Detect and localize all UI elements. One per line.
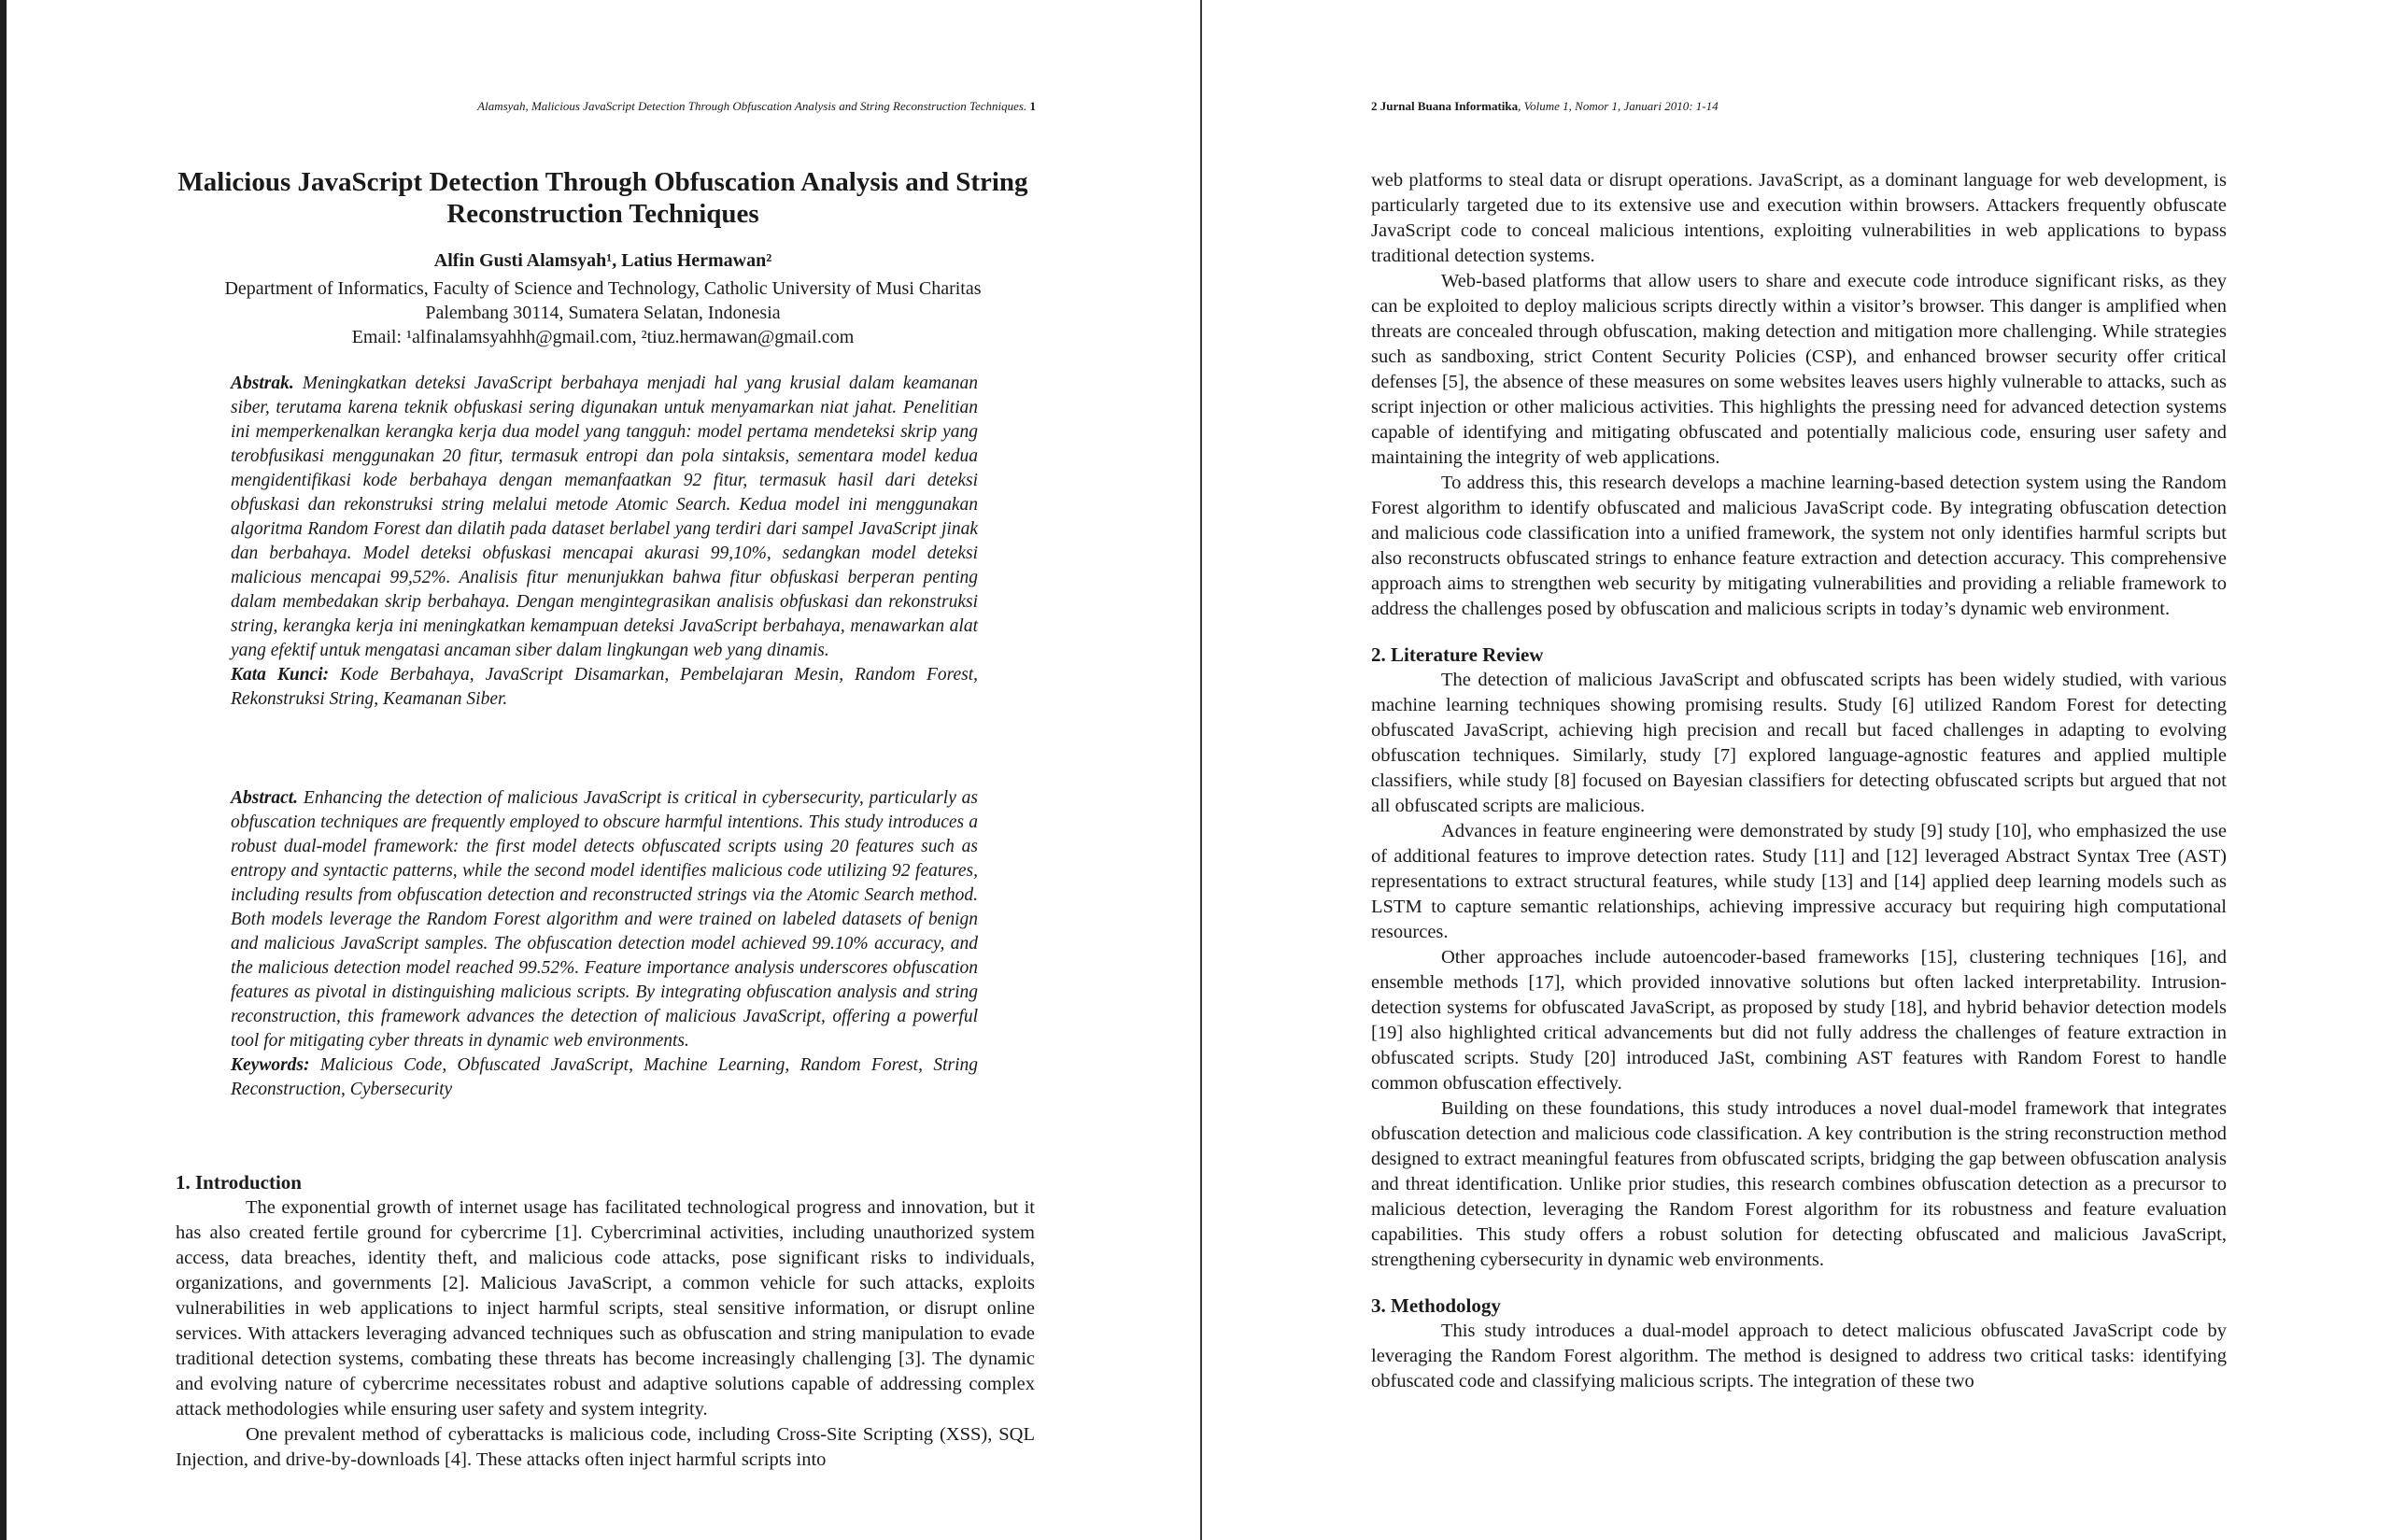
page-number: 2 bbox=[1371, 99, 1378, 113]
journal-details: , Volume 1, Nomor 1, Januari 2010: 1-14 bbox=[1518, 99, 1719, 113]
kata-kunci-paragraph bbox=[231, 663, 978, 712]
body-paragraph: web platforms to steal data or disrupt operations. JavaScript, as a dominant language for web development, is particularly targeted due to its extensive use and execution within browsers. Attackers frequently obfuscate JavaScript code to conceal malicious intentions, exploiting vulnerabilities in web applications to bypass traditional detection systems. bbox=[1371, 170, 2227, 266]
abstract-paragraph bbox=[231, 786, 978, 1053]
running-head-text: Alamsyah, Malicious JavaScript Detection Through Obfuscation Analysis and String Reconstruction Techniques. bbox=[477, 99, 1027, 113]
section-heading-methodology: 3. Methodology bbox=[1371, 1294, 1501, 1317]
abstract-block bbox=[231, 786, 978, 1102]
kata-kunci-text: Kode Berbahaya, JavaScript Disamarkan, Pembelajaran Mesin, Random Forest, Rekonstruksi String, Keamanan Siber. bbox=[231, 665, 979, 709]
abstrak-block bbox=[231, 372, 978, 712]
paper-title: Malicious JavaScript Detection Through Obfuscation Analysis and String Reconstruction Techniques bbox=[177, 167, 1028, 229]
body-paragraph: The exponential growth of internet usage has facilitated technological progress and innovation, but it has also created fertile ground for cybercrime [1]. Cybercriminal activities, including unauthorized system access, data breaches, identity theft, and malicious code attacks, pose significant risks to individuals, organizations, and governments [2]. Malicious JavaScript, a common vehicle for such attacks, exploits vulnerabilities in web applications to inject harmful scripts, steal sensitive information, or disrupt online services. With attackers leveraging advanced techniques such as obfuscation and string manipulation to evade traditional detection systems, combating these threats has become increasingly challenging [3]. The dynamic and evolving nature of cybercrime necessitates robust and adaptive solutions capable of addressing complex attack methodologies while ensuring user safety and system integrity. bbox=[176, 1197, 1035, 1420]
body-paragraph: Other approaches include autoencoder-based frameworks [15], clustering techniques [16], and ensemble methods [17], which provided innovative solutions but often lacked interpretability. Intrusion-detection systems for obfuscated JavaScript, as proposed by study [18], and hybrid behavior detection models [19] also highlighted critical advancements but did not fully address the challenges of feature extraction in obfuscated scripts. Study [20] introduced JaSt, combining AST features with Random Forest to handle common obfuscation effectively. bbox=[1371, 947, 2227, 1094]
body-paragraph: The detection of malicious JavaScript and obfuscated scripts has been widely studied, with various machine learning techniques showing promising results. Study [6] utilized Random Forest for detecting obfuscated JavaScript, achieving high precision and recall but faced challenges in adapting to evolving obfuscation techniques. Similarly, study [7] explored language-agnostic features and applied multiple classifiers, while study [8] focused on Bayesian classifiers for detecting obfuscated scripts but argued that not all obfuscated scripts are malicious. bbox=[1371, 670, 2227, 816]
body-paragraph: Advances in feature engineering were demonstrated by study [9] study [10], who emphasized the use of additional features to improve detection rates. Study [11] and [12] leveraged Abstract Syntax Tree (AST) representations to extract structural features, while study [13] and [14] applied deep learning models such as LSTM to capture semantic relationships, achieving impressive accuracy but requiring high computational resources. bbox=[1371, 821, 2227, 942]
running-head-left bbox=[477, 99, 1036, 114]
keywords-label: Keywords: bbox=[231, 1055, 310, 1075]
journal-name: Jurnal Buana Informatika bbox=[1379, 99, 1519, 113]
methodology-section bbox=[1371, 1293, 2227, 1394]
body-column bbox=[1371, 168, 2227, 1394]
email-line: Email: ¹alfinalamsyahhh@gmail.com, ²tiuz.hermawan@gmail.com bbox=[351, 327, 855, 347]
body-paragraph: This study introduces a dual-model approach to detect malicious obfuscated JavaScript code by leveraging the Random Forest algorithm. The method is designed to address two critical tasks: identifying obfuscated code and classifying malicious scripts. The integration of these two bbox=[1371, 1321, 2227, 1392]
body-paragraph: Building on these foundations, this study introduces a novel dual-model framework that integrates obfuscation detection and malicious code classification. A key contribution is the string reconstruction method designed to extract meaningful features from obfuscated scripts, bridging the gap between obfuscation analysis and threat identification. Unlike prior studies, this research combines obfuscation detection as a precursor to malicious detection, leveraging the Random Forest algorithm for its robustness and feature evaluation capabilities. This study offers a robust solution for detecting obfuscated and malicious JavaScript, strengthening cybersecurity in dynamic web environments. bbox=[1371, 1098, 2227, 1270]
introduction-section bbox=[176, 1170, 1035, 1473]
body-paragraph: To address this, this research develops a machine learning-based detection system using the Random Forest algorithm to identify obfuscated and malicious JavaScript code. By integrating obfuscation detection and malicious code classification into a unified framework, the system not only identifies harmful scripts but also reconstructs obfuscated strings to enhance feature extraction and detection accuracy. This comprehensive approach aims to strengthen web security by mitigating vulnerabilities and providing a reliable framework to address the challenges posed by obfuscation and malicious scripts in today’s dynamic web environment. bbox=[1371, 473, 2227, 619]
running-head-right bbox=[1371, 99, 1719, 114]
kata-kunci-label: Kata Kunci: bbox=[231, 665, 330, 685]
abstrak-paragraph bbox=[231, 372, 978, 663]
page-number: 1 bbox=[1029, 99, 1036, 113]
keywords-text: Malicious Code, Obfuscated JavaScript, Machine Learning, Random Forest, String Reconstruction, Cybersecurity bbox=[231, 1055, 978, 1099]
section-heading-introduction: 1. Introduction bbox=[176, 1171, 302, 1194]
literature-review-section bbox=[1371, 643, 2227, 1273]
page-2 bbox=[1202, 0, 2391, 1540]
section-heading-literature-review: 2. Literature Review bbox=[1371, 643, 1544, 666]
keywords-paragraph bbox=[231, 1053, 978, 1102]
abstrak-label: Abstrak. bbox=[231, 374, 294, 393]
abstract-label: Abstract. bbox=[231, 788, 299, 808]
viewer-left-edge bbox=[0, 0, 7, 1540]
affiliation-line-2: Palembang 30114, Sumatera Selatan, Indonesia bbox=[425, 303, 781, 323]
page-1 bbox=[7, 0, 1200, 1540]
body-paragraph: Web-based platforms that allow users to share and execute code introduce significant risks, as they can be exploited to deploy malicious scripts directly within a visitor’s browser. This danger is amplified when threats are concealed through obfuscation, making detection and mitigation more challenging. While strategies such as sandboxing, strict Content Security Policies (CSP), and enhanced browser security offer critical defenses [5], the absence of these measures on some websites leaves users highly vulnerable to attacks, such as script injection or other malicious activities. This highlights the pressing need for advanced detection systems capable of identifying and mitigating obfuscated and potentially malicious code, ensuring user safety and maintaining the integrity of web applications. bbox=[1371, 271, 2227, 468]
abstrak-text: Meningkatkan deteksi JavaScript berbahaya menjadi hal yang krusial dalam keamanan siber, terutama karena teknik obfuskasi sering digunakan untuk menyamarkan niat jahat. Penelitian ini memperkenalkan kerangka kerja dua model yang tangguh: model pertama mendeteksi skrip yang terobfusikasi menggunakan 20 fitur, termasuk entropi dan pola sintaksis, sementara model kedua mengidentifikasi kode berbahaya dengan memanfaatkan 92 fitur, termasuk hasil dari deteksi obfuskasi dan rekonstruksi string melalui metode Atomic Search. Kedua model ini menggunakan algoritma Random Forest dan dilatih pada dataset berlabel yang terdiri dari sampel JavaScript jinak dan berbahaya. Model deteksi obfuskasi mencapai akurasi 99,10%, sedangkan model deteksi malicious mencapai 99,52%. Analisis fitur menunjukkan bahwa fitur obfuskasi berperan penting dalam membedakan skrip berbahaya. Dengan mengintegrasikan analisis obfuskasi dan rekonstruksi string, kerangka kerja ini meningkatkan kemampuan deteksi JavaScript berbahaya, menawarkan alat yang efektif untuk mengatasi ancaman siber dalam lingkungan web yang dinamis. bbox=[231, 374, 978, 660]
body-paragraph: One prevalent method of cyberattacks is malicious code, including Cross-Site Scripting (XSS), SQL Injection, and drive-by-downloads [4]. These attacks often inject harmful scripts into bbox=[176, 1424, 1035, 1470]
authors: Alfin Gusti Alamsyah¹, Latius Hermawan² bbox=[433, 250, 772, 271]
affiliation bbox=[175, 276, 1031, 349]
affiliation-line-1: Department of Informatics, Faculty of Science and Technology, Catholic University of Musi Charitas bbox=[224, 278, 982, 299]
abstract-text: Enhancing the detection of malicious JavaScript is critical in cybersecurity, particularly as obfuscation techniques are frequently employed to obscure harmful intentions. This study introduces a robust dual-model framework: the first model detects obfuscated scripts using 20 features such as entropy and syntactic patterns, while the second model identifies malicious code utilizing 92 features, including results from obfuscation detection and reconstructed strings via the Atomic Search method. Both models leverage the Random Forest algorithm and were trained on labeled datasets of benign and malicious JavaScript samples. The obfuscation detection model achieved 99.10% accuracy, and the malicious detection model reached 99.52%. Feature importance analysis underscores obfuscation features as pivotal in distinguishing malicious scripts. By integrating obfuscation analysis and string reconstruction, this framework advances the detection of malicious JavaScript, offering a powerful tool for mitigating cyber threats in dynamic web environments. bbox=[231, 788, 979, 1051]
